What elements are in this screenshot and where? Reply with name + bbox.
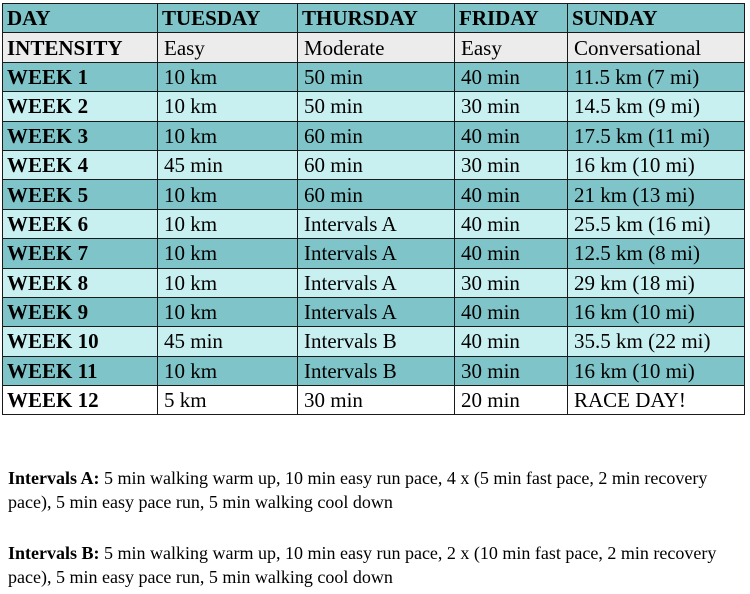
intensity-thursday: Moderate (298, 33, 455, 62)
thursday-cell: Intervals B (298, 327, 455, 356)
table-row (3, 180, 745, 209)
intervals-a-note (8, 466, 746, 514)
intensity-row (3, 33, 745, 62)
thursday-cell: Intervals A (298, 239, 455, 268)
sunday-cell: RACE DAY! (568, 386, 745, 415)
thursday-cell: Intervals A (298, 209, 455, 238)
header-friday: FRIDAY (455, 4, 568, 33)
thursday-cell: Intervals B (298, 356, 455, 385)
sunday-cell: 35.5 km (22 mi) (568, 327, 745, 356)
week-label: WEEK 10 (3, 327, 158, 356)
tuesday-cell: 10 km (158, 92, 298, 121)
friday-cell: 30 min (455, 92, 568, 121)
header-day: DAY (3, 4, 158, 33)
week-label: WEEK 12 (3, 386, 158, 415)
tuesday-cell: 45 min (158, 150, 298, 179)
sunday-cell: 17.5 km (11 mi) (568, 121, 745, 150)
friday-cell: 40 min (455, 180, 568, 209)
intervals-b-label: Intervals B: (8, 543, 100, 563)
friday-cell: 40 min (455, 297, 568, 326)
friday-cell: 30 min (455, 356, 568, 385)
table-row (3, 150, 745, 179)
intervals-a-label: Intervals A: (8, 468, 100, 488)
header-tuesday: TUESDAY (158, 4, 298, 33)
table-row (3, 62, 745, 91)
sunday-cell: 25.5 km (16 mi) (568, 209, 745, 238)
week-label: WEEK 9 (3, 297, 158, 326)
tuesday-cell: 10 km (158, 62, 298, 91)
intervals-a-text: 5 min walking warm up, 10 min easy run pace, 4 x (5 min fast pace, 2 min recovery pace), 5 min easy pace run, 5 min walking cool down (8, 468, 708, 512)
tuesday-cell: 45 min (158, 327, 298, 356)
week-label: WEEK 3 (3, 121, 158, 150)
tuesday-cell: 10 km (158, 356, 298, 385)
week-label: WEEK 8 (3, 268, 158, 297)
sunday-cell: 16 km (10 mi) (568, 297, 745, 326)
intensity-label: INTENSITY (3, 33, 158, 62)
tuesday-cell: 10 km (158, 209, 298, 238)
thursday-cell: 50 min (298, 62, 455, 91)
header-thursday: THURSDAY (298, 4, 455, 33)
friday-cell: 40 min (455, 239, 568, 268)
intervals-b-text: 5 min walking warm up, 10 min easy run pace, 2 x (10 min fast pace, 2 min recovery pace), 5 min easy pace run, 5 min walking cool down (8, 543, 717, 587)
week-label: WEEK 4 (3, 150, 158, 179)
thursday-cell: Intervals A (298, 297, 455, 326)
thursday-cell: 60 min (298, 121, 455, 150)
friday-cell: 40 min (455, 121, 568, 150)
week-label: WEEK 7 (3, 239, 158, 268)
intensity-sunday: Conversational (568, 33, 745, 62)
week-label: WEEK 6 (3, 209, 158, 238)
sunday-cell: 29 km (18 mi) (568, 268, 745, 297)
friday-cell: 30 min (455, 150, 568, 179)
table-row (3, 239, 745, 268)
thursday-cell: 60 min (298, 180, 455, 209)
training-schedule-table (2, 3, 745, 415)
friday-cell: 40 min (455, 327, 568, 356)
tuesday-cell: 10 km (158, 268, 298, 297)
thursday-cell: 60 min (298, 150, 455, 179)
table-header-row (3, 4, 745, 33)
thursday-cell: 50 min (298, 92, 455, 121)
week-label: WEEK 2 (3, 92, 158, 121)
thursday-cell: Intervals A (298, 268, 455, 297)
table-row (3, 327, 745, 356)
tuesday-cell: 10 km (158, 239, 298, 268)
sunday-cell: 16 km (10 mi) (568, 356, 745, 385)
friday-cell: 40 min (455, 62, 568, 91)
thursday-cell: 30 min (298, 386, 455, 415)
table-row (3, 209, 745, 238)
tuesday-cell: 10 km (158, 180, 298, 209)
intervals-b-note (8, 541, 746, 589)
intensity-friday: Easy (455, 33, 568, 62)
table-row (3, 268, 745, 297)
week-label: WEEK 11 (3, 356, 158, 385)
tuesday-cell: 5 km (158, 386, 298, 415)
friday-cell: 20 min (455, 386, 568, 415)
intensity-tuesday: Easy (158, 33, 298, 62)
table-row (3, 297, 745, 326)
tuesday-cell: 10 km (158, 121, 298, 150)
table-row (3, 92, 745, 121)
friday-cell: 30 min (455, 268, 568, 297)
week-label: WEEK 5 (3, 180, 158, 209)
sunday-cell: 16 km (10 mi) (568, 150, 745, 179)
table-row (3, 386, 745, 415)
header-sunday: SUNDAY (568, 4, 745, 33)
sunday-cell: 21 km (13 mi) (568, 180, 745, 209)
tuesday-cell: 10 km (158, 297, 298, 326)
week-label: WEEK 1 (3, 62, 158, 91)
sunday-cell: 12.5 km (8 mi) (568, 239, 745, 268)
sunday-cell: 11.5 km (7 mi) (568, 62, 745, 91)
friday-cell: 40 min (455, 209, 568, 238)
table-row (3, 121, 745, 150)
table-row (3, 356, 745, 385)
sunday-cell: 14.5 km (9 mi) (568, 92, 745, 121)
